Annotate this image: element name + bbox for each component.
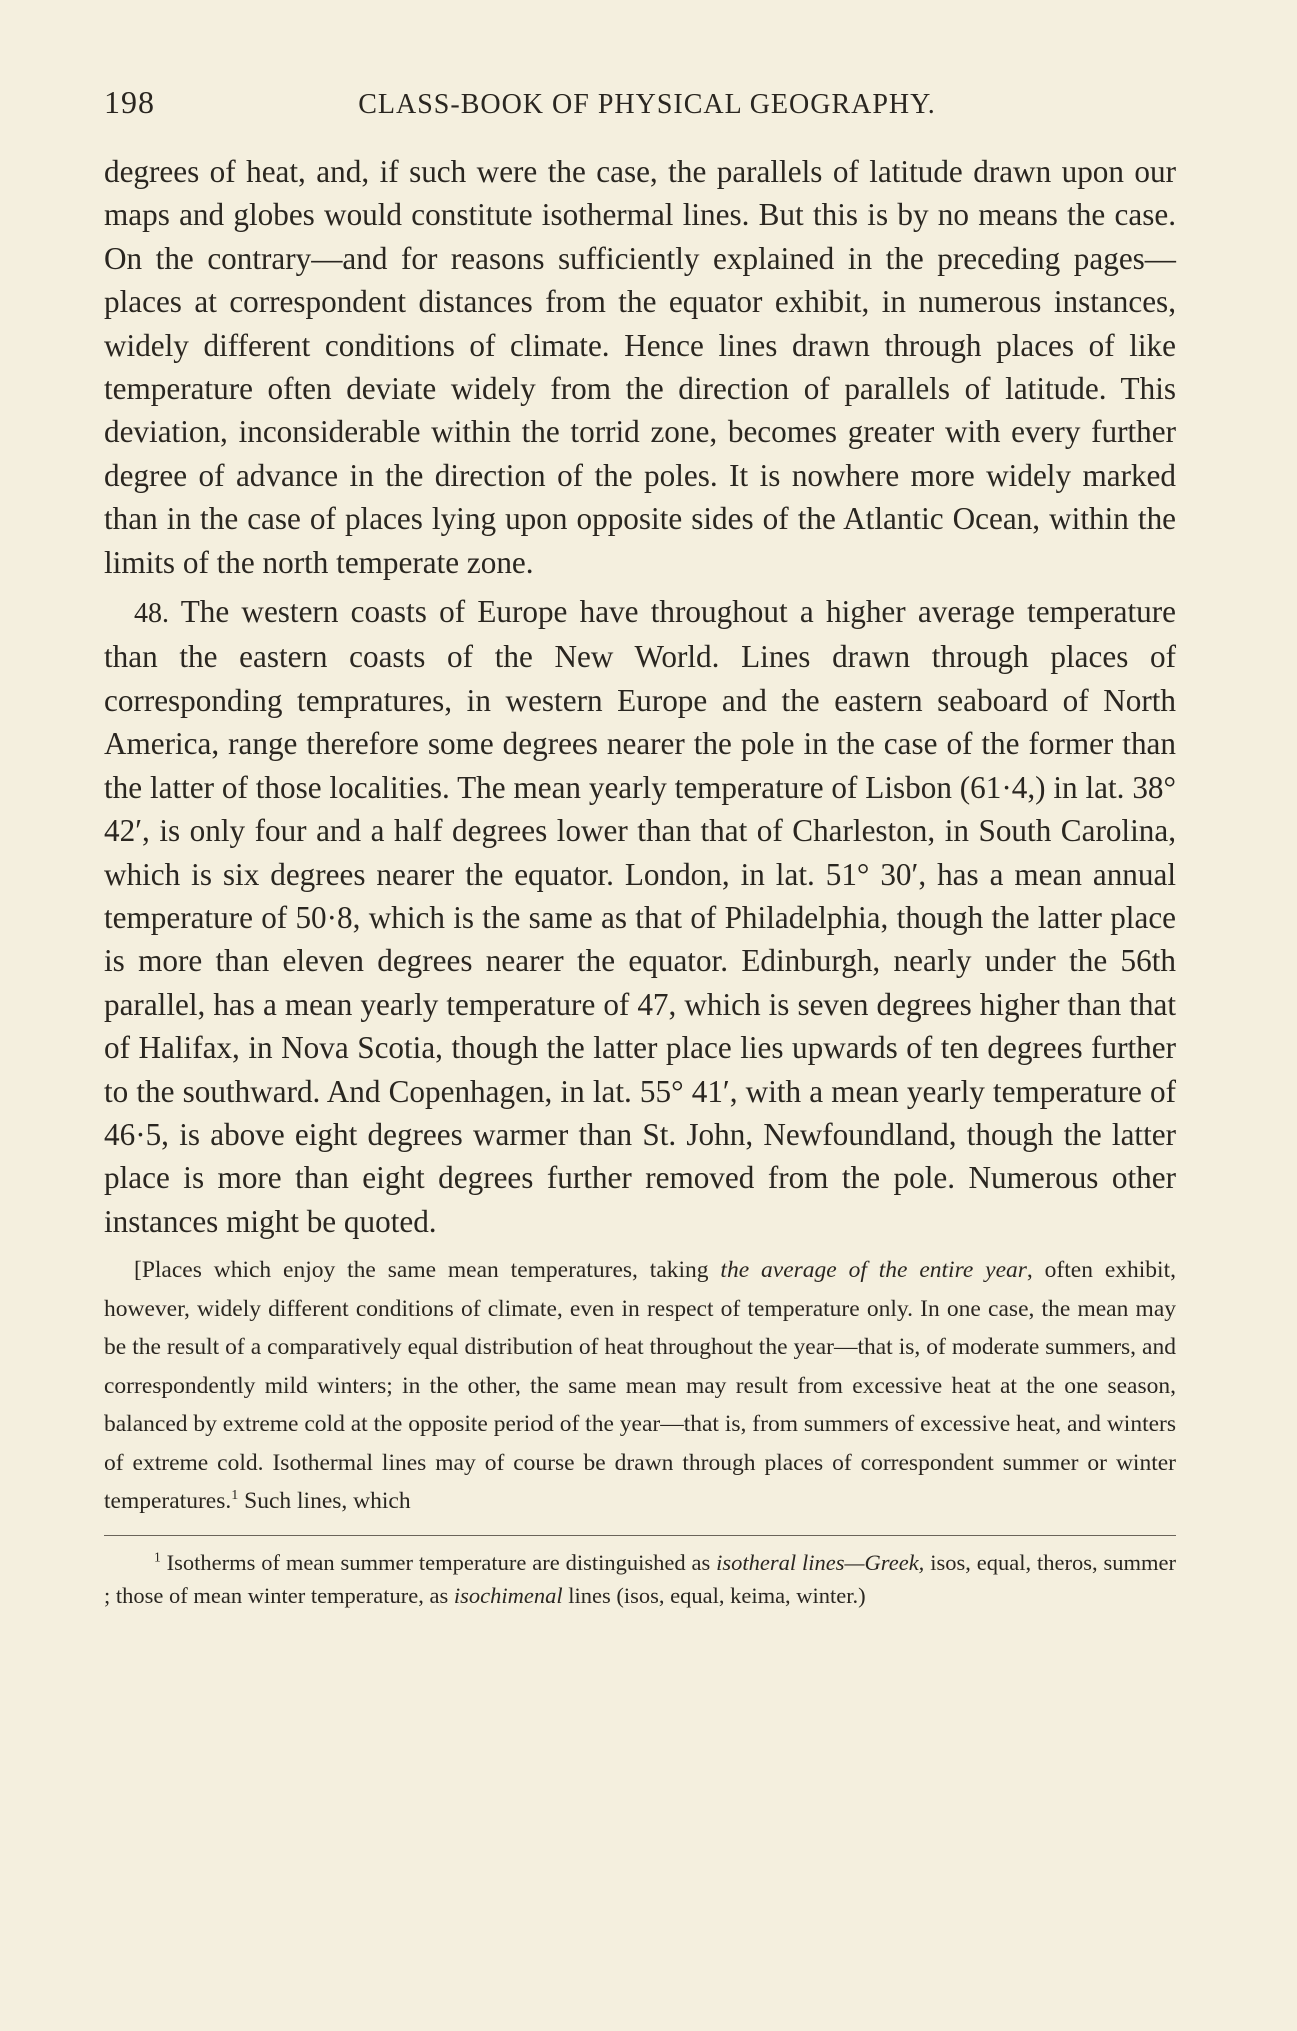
running-head: [104, 84, 1176, 128]
footnote-divider: [104, 1535, 1176, 1536]
footnote-italic-2: isochimenal: [453, 1582, 563, 1608]
running-title: CLASS-BOOK OF PHYSICAL GEOGRAPHY.: [358, 89, 936, 120]
body-paragraph-48: [104, 590, 1176, 1243]
footnote-text-1: Isotherms of mean summer temperature are distinguished as: [160, 1549, 717, 1575]
note-italic-1: the average of the entire year: [720, 1257, 1027, 1284]
section-number: 48.: [134, 598, 169, 630]
footnote-mark: 1: [154, 1549, 161, 1565]
page-number: 198: [104, 84, 155, 120]
note-text-3: Such lines, which: [238, 1488, 411, 1515]
note-text-2: , often exhibit, however, widely different conditions of climate, even in respect of temperature only. In one case, the mean may be the result of a comparatively equal distribution of heat throughout the year—that is, of moderate summers, and correspondently mild winters; in the other, the same mean may result from excessive heat at the one season, balanced by extreme cold at the opposite period of the year—that is, from summers of excessive heat, and winters of extreme cold. Isothermal lines may of course be drawn through places of correspondent summer or winter temperatures.: [104, 1257, 1176, 1515]
body-paragraph-1: degrees of heat, and, if such were the case, the parallels of latitude drawn upon our maps and globes would constitute isothermal lines. But this is by no means the case. On the contrary—and for reasons sufficiently explained in the preceding pages—places at correspondent distances from the equator exhibit, in numerous instances, widely different conditions of climate. Hence lines drawn through places of like temperature often deviate widely from the direction of parallels of latitude. This deviation, inconsiderable within the torrid zone, becomes greater with every further degree of advance in the direction of the poles. It is nowhere more widely marked than in the case of places lying upon opposite sides of the Atlantic Ocean, within the limits of the north temperate zone.: [104, 154, 1176, 580]
book-page: [104, 84, 1176, 1612]
footnote-text-3: lines (isos, equal, keima, winter.): [562, 1582, 866, 1608]
bracketed-note: [104, 1251, 1176, 1521]
footnote: [104, 1546, 1176, 1612]
section-48-text: The western coasts of Europe have throughout a higher average temperature than the eastern coasts of the New World. Lines drawn through places of corresponding tempratures, in western Europe and the eastern seaboard of North America, range therefore some degrees nearer the pole in the case of the former than the latter of those localities. The mean yearly temperature of Lisbon (61·4,) in lat. 38° 42′, is only four and a half degrees lower than that of Charleston, in South Carolina, which is six degrees nearer the equator. London, in lat. 51° 30′, has a mean annual temperature of 50·8, which is the same as that of Philadelphia, though the latter place is more than eleven degrees nearer the equator. Edinburgh, nearly under the 56th parallel, has a mean yearly temperature of 47, which is seven degrees higher than that of Halifax, in Nova Scotia, though the latter place lies upwards of ten degrees further to the southward. And Copenhagen, in lat. 55° 41′, with a mean yearly temperature of 46·5, is above eight degrees warmer than St. John, Newfoundland, though the latter place is more than eight degrees further removed from the pole. Numerous other instances might be quoted.: [104, 594, 1176, 1239]
footnote-italic-1: isotheral lines—Greek,: [716, 1549, 925, 1575]
footnote-text-2: isos, equal, theros, summer ; those of mean winter temperature, as: [104, 1549, 1176, 1608]
note-text-1: [Places which enjoy the same mean temperatures, taking: [134, 1257, 721, 1284]
footnote-reference: 1: [231, 1487, 239, 1504]
